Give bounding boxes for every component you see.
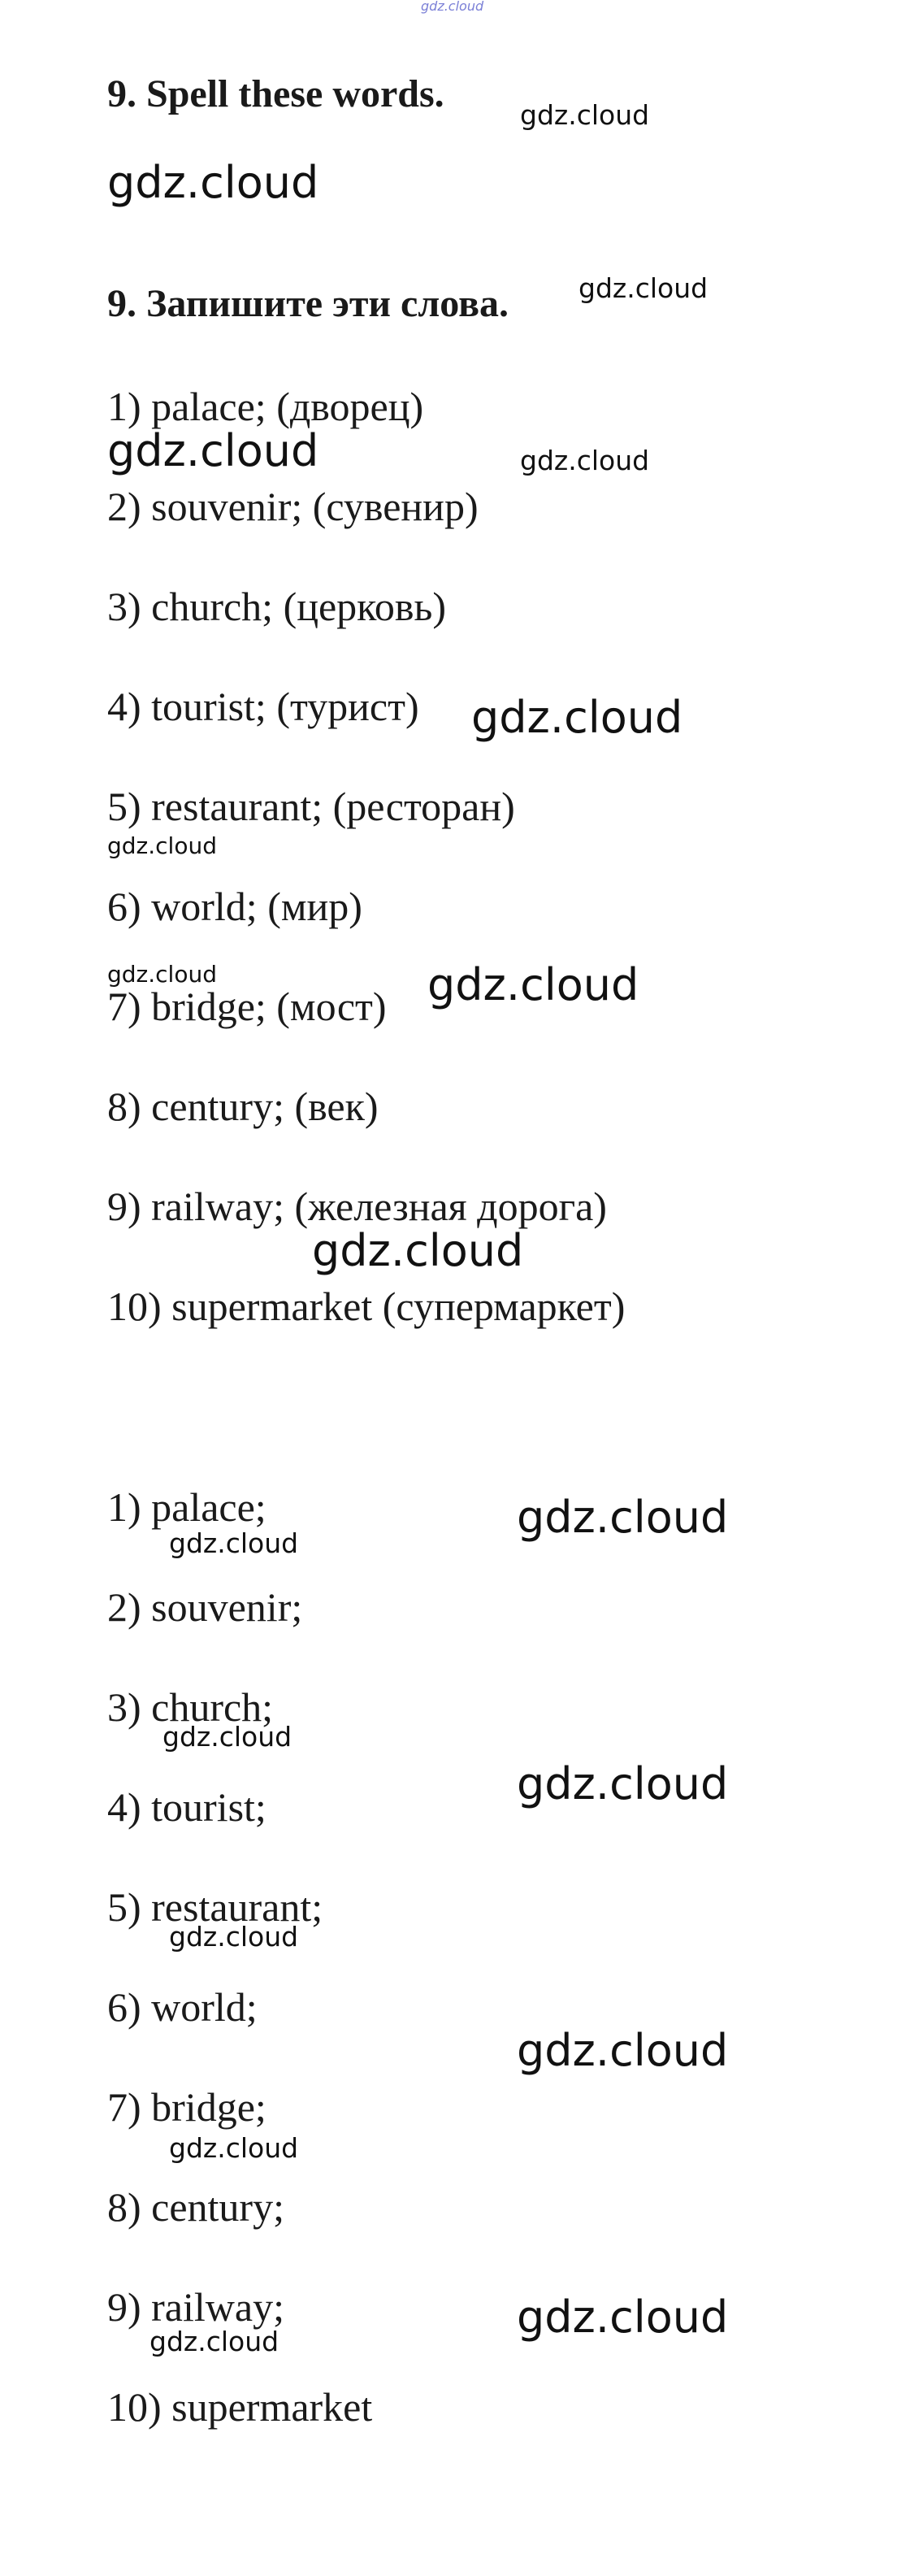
answer-line: 8) century; — [107, 2184, 284, 2230]
answer-line: 10) supermarket — [107, 2384, 373, 2430]
watermark: gdz.cloud — [169, 1921, 299, 1953]
watermark: gdz.cloud — [169, 2132, 299, 2164]
watermark: gdz.cloud — [169, 1527, 299, 1559]
watermark: gdz.cloud — [150, 2326, 280, 2357]
answer-line: 3) church; (церковь) — [107, 584, 446, 629]
watermark: gdz.cloud — [471, 692, 683, 743]
answer-line: 7) bridge; — [107, 2084, 266, 2130]
watermark: gdz.cloud — [107, 832, 217, 859]
heading-russian: 9. Запишите эти слова. — [107, 282, 509, 325]
answer-line: 5) restaurant; (ресторан) — [107, 784, 515, 829]
answer-line: 9) railway; (железная дорога) — [107, 1184, 607, 1229]
watermark: gdz.cloud — [517, 1758, 729, 1809]
top-watermark: gdz.cloud — [421, 0, 484, 14]
answer-line: 5) restaurant; — [107, 1884, 323, 1930]
watermark: gdz.cloud — [427, 959, 639, 1010]
watermark: gdz.cloud — [107, 425, 319, 476]
watermark: gdz.cloud — [517, 2291, 729, 2343]
answer-line: 4) tourist; — [107, 1784, 266, 1830]
watermark: gdz.cloud — [517, 2025, 729, 2076]
watermark: gdz.cloud — [107, 961, 217, 988]
watermark: gdz.cloud — [578, 272, 708, 304]
answer-line: 2) souvenir; (сувенир) — [107, 484, 479, 529]
answer-line: 9) railway; — [107, 2284, 284, 2330]
answer-line: 10) supermarket (супермаркет) — [107, 1284, 626, 1329]
answer-line: 7) bridge; (мост) — [107, 984, 387, 1029]
watermark: gdz.cloud — [162, 1721, 292, 1753]
heading-english: 9. Spell these words. — [107, 72, 444, 115]
answer-line: 2) souvenir; — [107, 1584, 303, 1630]
answer-line: 1) palace; (дворец) — [107, 384, 424, 429]
watermark: gdz.cloud — [312, 1225, 524, 1276]
watermark: gdz.cloud — [520, 99, 650, 131]
answer-line: 6) world; — [107, 1984, 258, 2030]
watermark: gdz.cloud — [107, 157, 319, 208]
answer-line: 6) world; (мир) — [107, 884, 362, 929]
watermark: gdz.cloud — [520, 445, 650, 476]
answer-line: 1) palace; — [107, 1484, 266, 1530]
answer-line: 4) tourist; (турист) — [107, 684, 419, 729]
answer-line: 3) church; — [107, 1684, 274, 1730]
watermark: gdz.cloud — [517, 1492, 729, 1543]
answer-line: 8) century; (век) — [107, 1084, 379, 1129]
